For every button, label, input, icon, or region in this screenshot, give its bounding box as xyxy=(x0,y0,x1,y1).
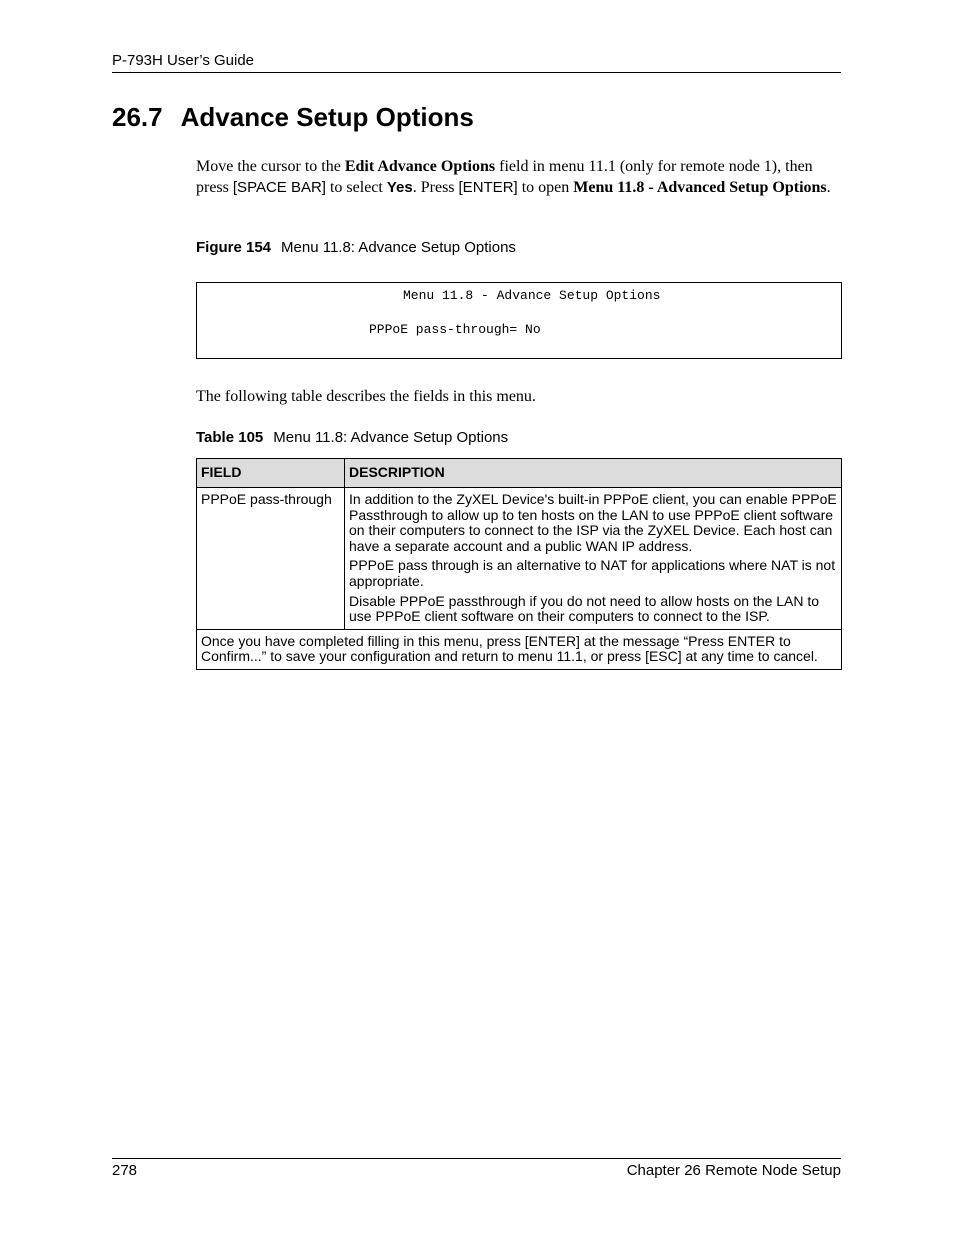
figure-label: Figure 154 xyxy=(196,239,272,256)
section-title: Advance Setup Options xyxy=(180,102,474,132)
header-divider xyxy=(112,72,841,73)
table-footer-note: Once you have completed filling in this menu, press [ENTER] at the message “Press ENTER to Confirm...” to save your configuration and return to menu 11.1, or press [ESC] at any time to cancel. xyxy=(197,629,842,669)
table-row xyxy=(197,488,842,630)
description-cell xyxy=(345,488,842,630)
field-cell: PPPoE pass-through xyxy=(197,488,345,630)
chapter-title: Chapter 26 Remote Node Setup xyxy=(626,1162,841,1179)
description-column-header: DESCRIPTION xyxy=(345,459,842,488)
table-footer-row xyxy=(197,629,842,669)
menu-screen-figure xyxy=(196,282,842,359)
intro-text: Move the cursor to the xyxy=(196,158,345,175)
field-column-header: FIELD xyxy=(197,459,345,488)
intro-key-enter: [ENTER] xyxy=(458,178,518,196)
page-number: 278 xyxy=(112,1162,138,1179)
intro-text: to open xyxy=(517,178,574,196)
table-caption xyxy=(196,429,508,446)
description-paragraph: PPPoE pass through is an alternative to NAT for applications where NAT is not appropriate. xyxy=(349,557,836,589)
table-label: Table 105 xyxy=(196,429,264,446)
table-header-row xyxy=(197,459,842,488)
table-intro-text: The following table describes the fields in this menu. xyxy=(196,388,536,405)
figure-caption xyxy=(196,239,516,256)
description-paragraph: In addition to the ZyXEL Device's built-in PPPoE client, you can enable PPPoE Passthrough to allow up to ten hosts on the LAN to use PPPoE client software on their computers to connect to the ISP via the ZyXEL Device. Each host can have a separate account and a public WAN IP address. xyxy=(349,491,837,554)
section-number: 26.7 xyxy=(112,102,163,132)
menu-screen-field: PPPoE pass-through= No xyxy=(369,322,541,337)
intro-text: . Press xyxy=(412,178,459,196)
footer-divider xyxy=(112,1158,841,1159)
intro-field-name: Edit Advance Options xyxy=(344,158,496,175)
field-description-table xyxy=(196,458,842,670)
intro-text: field in menu 11.1 (only for remote node 1), then press xyxy=(196,158,813,196)
menu-screen-title: Menu 11.8 - Advance Setup Options xyxy=(403,288,661,303)
intro-value-yes: Yes xyxy=(386,178,413,196)
intro-key-space: [SPACE BAR] xyxy=(232,178,326,196)
intro-paragraph xyxy=(196,157,841,198)
intro-menu-name: Menu 11.8 - Advanced Setup Options xyxy=(573,178,827,196)
section-heading xyxy=(112,102,474,133)
figure-caption-text: Menu 11.8: Advance Setup Options xyxy=(281,239,516,256)
intro-text: to select xyxy=(325,178,387,196)
intro-text: . xyxy=(826,178,831,196)
description-paragraph: Disable PPPoE passthrough if you do not need to allow hosts on the LAN to use PPPoE client software on their computers to connect to the ISP. xyxy=(349,592,820,625)
table-caption-text: Menu 11.8: Advance Setup Options xyxy=(273,429,509,446)
running-header: P-793H User’s Guide xyxy=(112,52,255,69)
